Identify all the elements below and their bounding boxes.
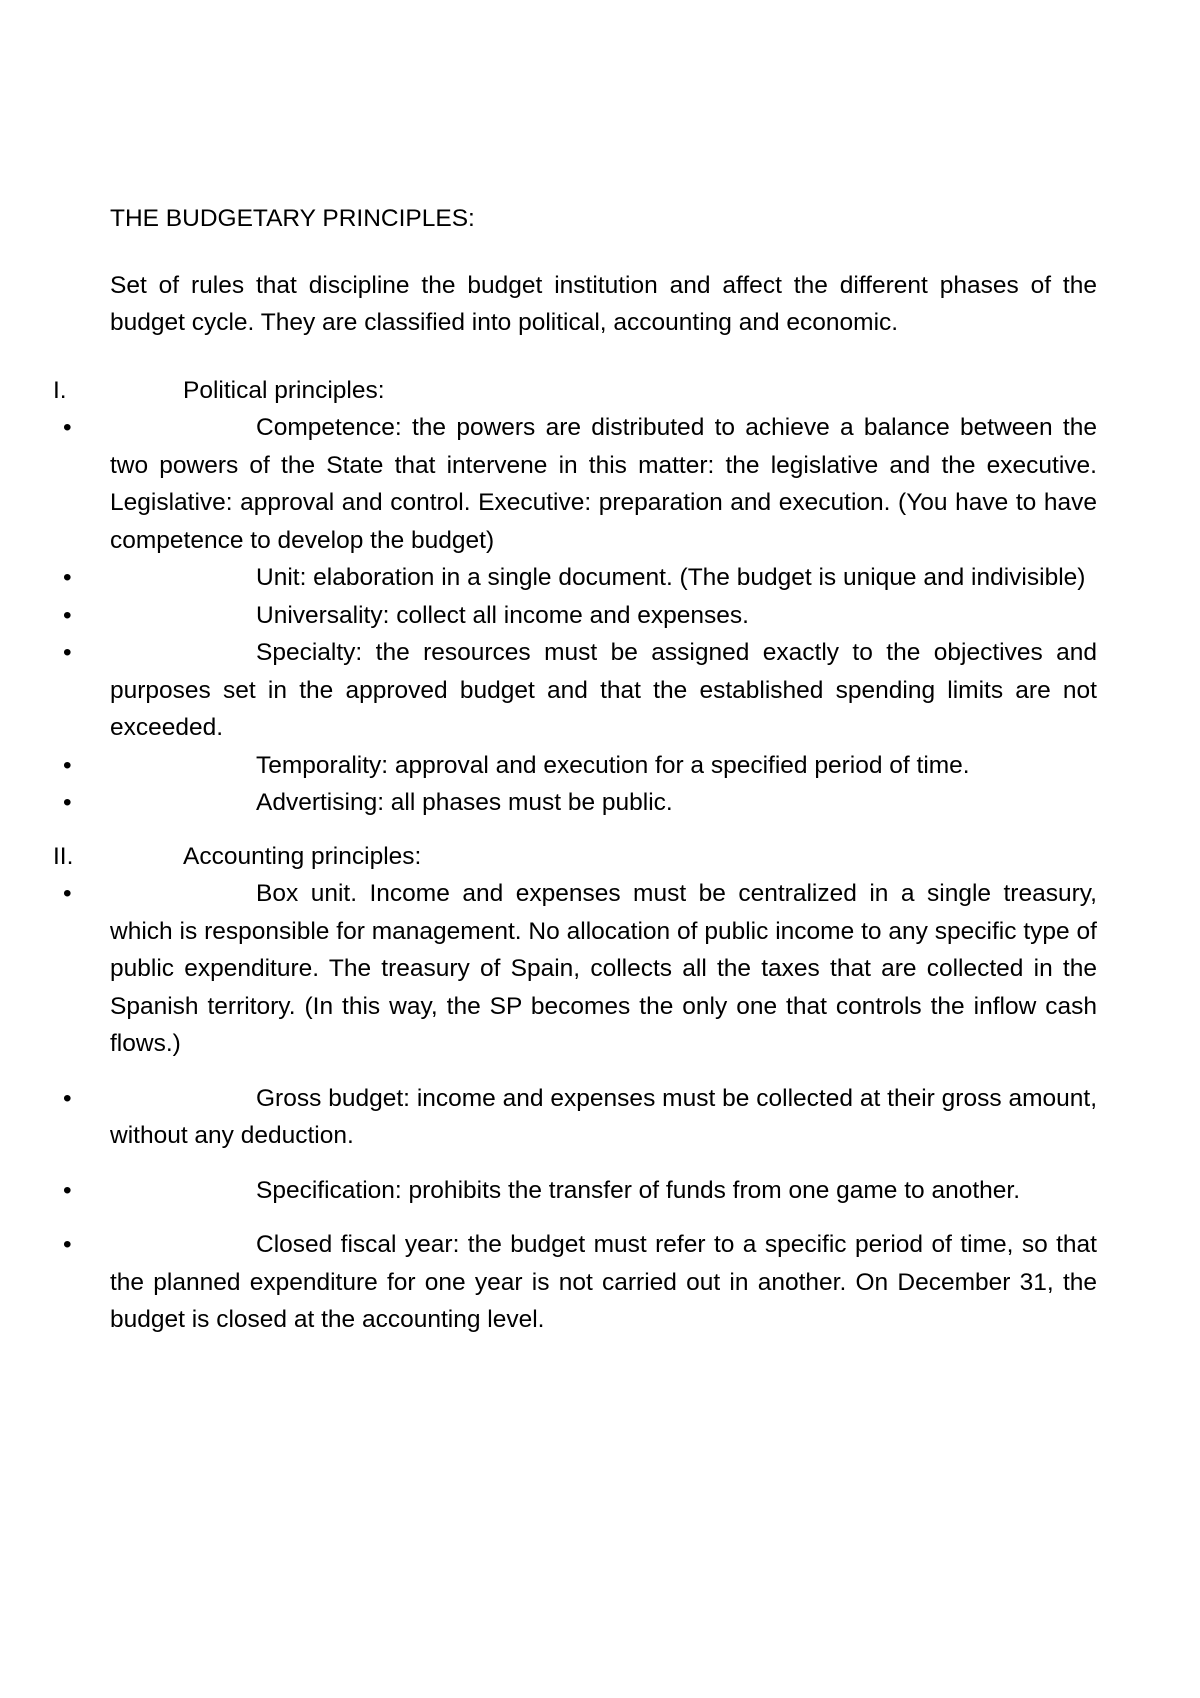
- list-item-text: Competence: the powers are distributed to achieve a balance between the two powers of the State that intervene in this matter: the legislative and the executive. Legislative: approval and control. Executive: preparation and execution. (You have to have competence to develop the budget): [110, 414, 1097, 554]
- list-item-text: Temporality: approval and execution for a specified period of time.: [256, 751, 970, 779]
- bullet-icon: •: [63, 1176, 72, 1204]
- section-political-heading: [53, 372, 1097, 410]
- list-item-text: Specification: prohibits the transfer of funds from one game to another.: [256, 1176, 1021, 1204]
- section-title: Accounting principles:: [183, 842, 422, 870]
- list-item: [63, 1172, 1097, 1210]
- document-body: [53, 200, 1097, 1339]
- bullet-icon: •: [63, 880, 72, 907]
- bullet-icon: •: [63, 564, 72, 591]
- list-item: [63, 634, 1097, 747]
- bullet-icon: •: [63, 789, 72, 816]
- political-principles-list: [63, 409, 1097, 822]
- accounting-principles-list: [63, 875, 1097, 1339]
- list-item: [63, 875, 1097, 1063]
- list-item-text: Box unit. Income and expenses must be centralized in a single treasury, which is responsible for management. No allocation of public income to any specific type of public expenditure. The treasury of Spain, collects all the taxes that are collected in the Spanish territory. (In this way, the SP becomes the only one that controls the inflow cash flows.): [110, 880, 1097, 1057]
- bullet-icon: •: [63, 1084, 72, 1112]
- bullet-icon: •: [63, 639, 72, 666]
- list-item: [63, 559, 1097, 597]
- section-number: I.: [53, 376, 67, 404]
- list-item-text: Closed fiscal year: the budget must refer to a specific period of time, so that the planned expenditure for one year is not carried out in another. On December 31, the budget is closed at the accounting level.: [110, 1231, 1097, 1333]
- list-item: [63, 597, 1097, 635]
- bullet-icon: •: [63, 751, 72, 779]
- bullet-icon: •: [63, 1231, 72, 1258]
- list-item-text: Specialty: the resources must be assigned exactly to the objectives and purposes set in the approved budget and that the established spending limits are not exceeded.: [110, 639, 1097, 741]
- list-item: [63, 784, 1097, 822]
- list-item: [63, 1226, 1097, 1339]
- list-item: [63, 409, 1097, 559]
- section-title: Political principles:: [183, 376, 385, 404]
- list-item-text: Universality: collect all income and expenses.: [256, 601, 749, 629]
- bullet-icon: •: [63, 414, 72, 441]
- bullet-icon: •: [63, 601, 72, 629]
- list-item-text: Gross budget: income and expenses must be collected at their gross amount, without any deduction.: [110, 1084, 1097, 1149]
- section-number: II.: [53, 842, 74, 870]
- list-item: [63, 1080, 1097, 1155]
- list-item: [63, 747, 1097, 785]
- document-heading: THE BUDGETARY PRINCIPLES:: [110, 205, 475, 232]
- list-item-text: Advertising: all phases must be public.: [256, 789, 673, 816]
- intro-paragraph: Set of rules that discipline the budget institution and affect the different phases of the budget cycle. They are classified into political, accounting and economic.: [110, 271, 1097, 336]
- section-accounting-heading: [53, 838, 1097, 876]
- list-item-text: Unit: elaboration in a single document. (The budget is unique and indivisible): [256, 564, 1086, 591]
